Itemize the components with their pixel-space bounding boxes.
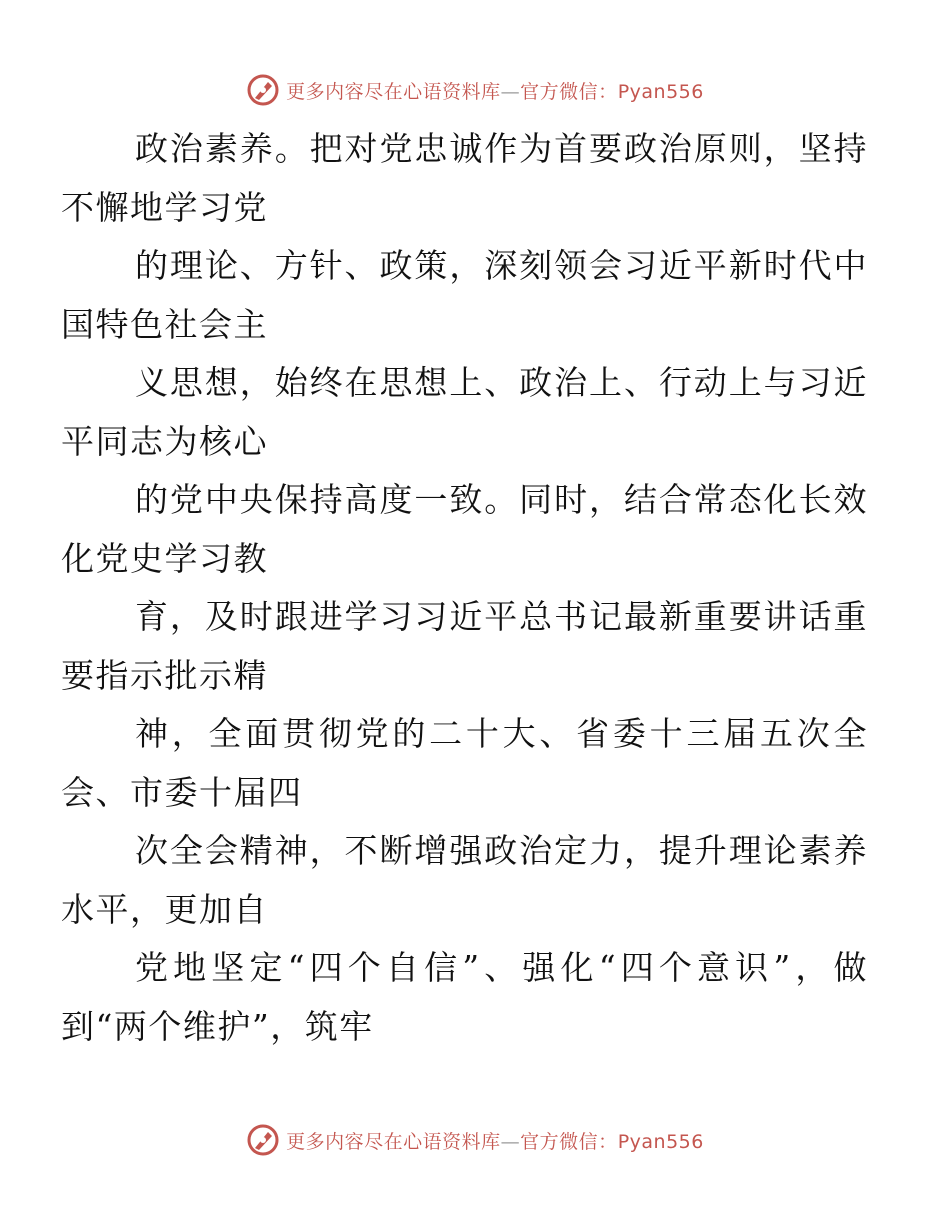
paragraph-line: 要指示批示精 (61, 655, 268, 695)
paragraph (61, 588, 868, 705)
paragraph (61, 471, 868, 588)
pen-logo-icon (246, 1123, 280, 1157)
paragraph (61, 237, 868, 354)
paragraph (61, 354, 868, 471)
paragraph-line: 到“两个维护”，筑牢 (61, 1006, 374, 1046)
paragraph-line: 平同志为核心 (61, 421, 268, 461)
watermark-text: 更多内容尽在心语资料库—官方微信：Pyan556 (286, 1130, 704, 1153)
paragraph (61, 822, 868, 939)
paragraph-line: 次全会精神，不断增强政治定力，提升理论素养 (135, 831, 868, 870)
paragraph-line: 不懈地学习党 (61, 187, 268, 227)
paragraph-line: 义思想，始终在思想上、政治上、行动上与习近 (135, 363, 868, 402)
paragraph-line: 水平，更加自 (61, 889, 268, 929)
paragraph (61, 705, 868, 822)
paragraph-line: 的理论、方针、政策，深刻领会习近平新时代中 (135, 246, 868, 285)
paragraph-line: 育，及时跟进学习习近平总书记最新重要讲话重 (135, 597, 868, 636)
paragraph-line: 的党中央保持高度一致。同时，结合常态化长效 (135, 480, 868, 519)
document-body (61, 120, 868, 1056)
paragraph-line: 党地坚定“四个自信”、强化“四个意识”，做 (135, 948, 868, 987)
footer-watermark (0, 1120, 950, 1160)
header-watermark (0, 70, 950, 110)
paragraph (61, 120, 868, 237)
paragraph-line: 政治素养。把对党忠诚作为首要政治原则，坚持 (135, 129, 868, 168)
pen-logo-icon (246, 73, 280, 107)
paragraph (61, 939, 868, 1056)
paragraph-line: 会、市委十届四 (61, 772, 303, 812)
paragraph-line: 化党史学习教 (61, 538, 268, 578)
watermark-text: 更多内容尽在心语资料库—官方微信：Pyan556 (286, 80, 704, 103)
paragraph-line: 神，全面贯彻党的二十大、省委十三届五次全 (135, 714, 868, 753)
paragraph-line: 国特色社会主 (61, 304, 268, 344)
